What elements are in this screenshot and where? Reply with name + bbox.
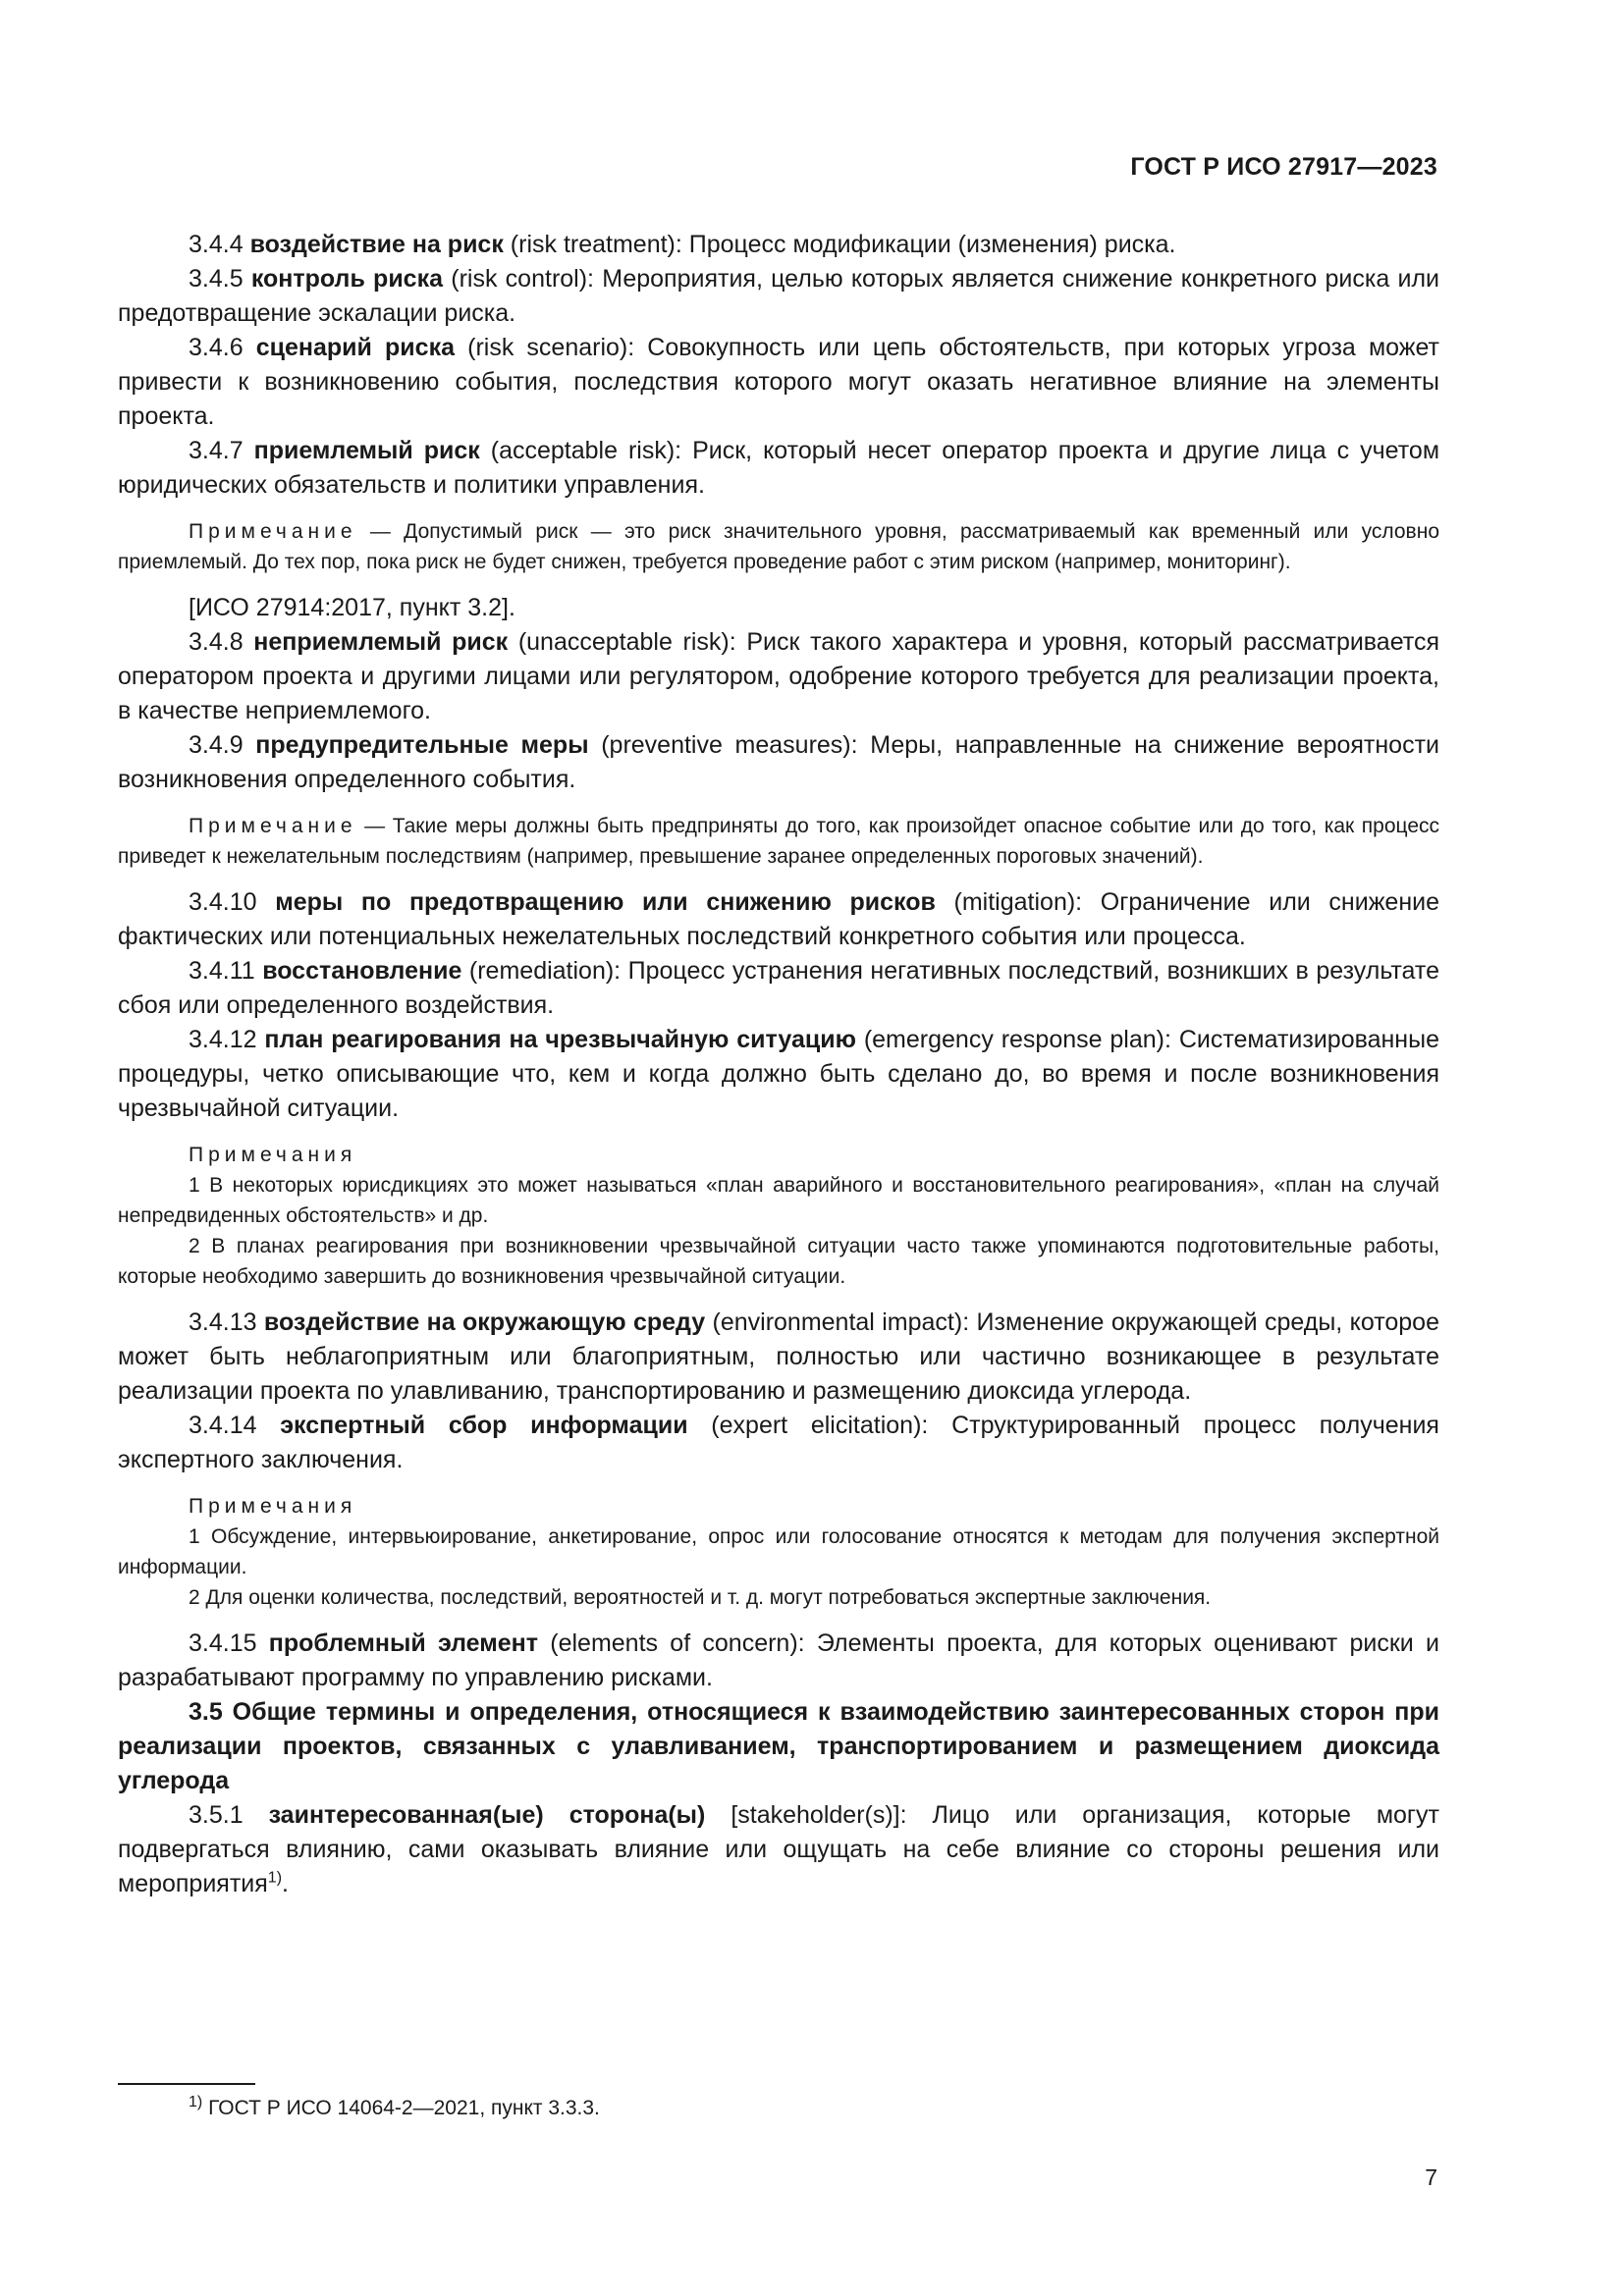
term-title: воздействие на риск bbox=[249, 231, 504, 258]
term-definition: (unacceptable risk): Риск такого характера и уровня, который рассматривается оператором проекта и другими лицами или регулятором, одобрение которого требуется для реализации проекта, в качестве неприемлемого. bbox=[118, 628, 1439, 724]
term-title: восстановление bbox=[262, 957, 462, 985]
term-3-5-1 bbox=[118, 1798, 1439, 1901]
term-title: сценарий риска bbox=[255, 334, 455, 361]
term-number: 3.4.7 bbox=[189, 437, 244, 464]
term-definition: (preventive measures): Меры, направленные на снижение вероятности возникновения определенного события. bbox=[118, 731, 1439, 793]
footnote-reference[interactable]: 1) bbox=[267, 1869, 283, 1887]
footnote-divider bbox=[118, 2083, 255, 2085]
term-definition-end: . bbox=[282, 1870, 289, 1897]
term-title: контроль риска bbox=[250, 265, 444, 293]
term-definition: (risk scenario): Совокупность или цепь обстоятельств, при которых угроза может привести к возникновению события, последствия которого могут оказать негативное влияние на элементы проекта. bbox=[118, 334, 1439, 430]
term-title: неприемлемый риск bbox=[253, 628, 509, 656]
term-title: приемлемый риск bbox=[253, 437, 480, 464]
footnote-mark: 1) bbox=[189, 2094, 203, 2110]
term-definition: [stakeholder(s)]: Лицо или организация, которые могут подвергаться влиянию, сами оказывать влияние или ощущать на себе влияние со стороны решения или мероприятия bbox=[118, 1801, 1439, 1897]
footnote bbox=[189, 2093, 600, 2123]
term-number: 3.4.11 bbox=[189, 957, 255, 985]
term-3-4-12 bbox=[118, 1023, 1439, 1126]
term-3-4-5 bbox=[118, 262, 1439, 331]
note-item: 2 Для оценки количества, последствий, вероятностей и т. д. могут потребоваться экспертные заключения. bbox=[189, 1586, 1212, 1609]
term-number: 3.5.1 bbox=[189, 1801, 244, 1829]
term-number: 3.4.12 bbox=[189, 1026, 257, 1053]
term-number: 3.4.13 bbox=[189, 1308, 257, 1336]
term-number: 3.4.5 bbox=[189, 265, 244, 293]
note-3-4-7 bbox=[118, 516, 1439, 577]
page-number: 7 bbox=[1425, 2164, 1437, 2190]
term-title: экспертный сбор информации bbox=[280, 1412, 688, 1439]
document-body bbox=[118, 228, 1439, 1901]
term-number: 3.4.4 bbox=[189, 231, 244, 258]
note-text: — Такие меры должны быть предприняты до того, как произойдет опасное событие или до того, как процесс приведет к нежелательным последствиям (например, превышение заранее определенных пороговых значений). bbox=[118, 815, 1439, 868]
notes-label: Примечания bbox=[189, 1495, 357, 1518]
note-item: 2 В планах реагирования при возникновении чрезвычайной ситуации часто также упоминаются подготовительные работы, которые необходимо завершить до возникновения чрезвычайной ситуации. bbox=[118, 1235, 1439, 1288]
notes-3-4-14 bbox=[118, 1491, 1439, 1613]
term-definition: (mitigation): Ограничение или снижение фактических или потенциальных нежелательных последствий конкретного события или процесса. bbox=[118, 888, 1439, 950]
notes-3-4-12 bbox=[118, 1140, 1439, 1292]
term-3-4-14 bbox=[118, 1409, 1439, 1477]
note-label: Примечание bbox=[189, 815, 357, 837]
term-definition: (risk treatment): Процесс модификации (изменения) риска. bbox=[503, 231, 1176, 258]
term-definition: (remediation): Процесс устранения негативных последствий, возникших в результате сбоя или определенного воздействия. bbox=[118, 957, 1439, 1019]
term-title: воздействие на окружающую среду bbox=[263, 1308, 706, 1336]
footnote-text: ГОСТ Р ИСО 14064-2—2021, пункт 3.3.3. bbox=[202, 2097, 600, 2119]
note-text: — Допустимый риск — это риск значительного уровня, рассматриваемый как временный или условно приемлемый. До тех пор, пока риск не будет снижен, требуется проведение работ с этим риском (например, мониторинг). bbox=[118, 520, 1439, 573]
term-number: 3.4.15 bbox=[189, 1629, 257, 1657]
term-3-4-11 bbox=[118, 954, 1439, 1023]
term-3-4-15 bbox=[118, 1627, 1439, 1695]
term-title: меры по предотвращению или снижению рисков bbox=[275, 888, 936, 916]
term-3-4-13 bbox=[118, 1306, 1439, 1409]
term-3-4-8 bbox=[118, 625, 1439, 728]
term-definition: (emergency response plan): Систематизированные процедуры, четко описывающие что, кем и когда должно быть сделано до, во время и после возникновения чрезвычайной ситуации. bbox=[118, 1026, 1439, 1122]
term-number: 3.4.14 bbox=[189, 1412, 257, 1439]
term-title: план реагирования на чрезвычайную ситуацию bbox=[264, 1026, 856, 1053]
term-definition: (expert elicitation): Структурированный процесс получения экспертного заключения. bbox=[118, 1412, 1439, 1473]
term-definition: (acceptable risk): Риск, который несет оператор проекта и другие лица с учетом юридических обязательств и политики управления. bbox=[118, 437, 1440, 499]
term-3-4-4 bbox=[118, 228, 1439, 262]
term-number: 3.4.10 bbox=[189, 888, 257, 916]
source-reference: [ИСО 27914:2017, пункт 3.2]. bbox=[189, 594, 515, 621]
term-3-4-10 bbox=[118, 885, 1439, 954]
term-number: 3.4.8 bbox=[189, 628, 244, 656]
term-3-4-7 bbox=[118, 434, 1439, 503]
term-definition: (elements of concern): Элементы проекта, для которых оценивают риски и разрабатывают программу по управлению рисками. bbox=[118, 1629, 1439, 1691]
term-title: проблемный элемент bbox=[268, 1629, 538, 1657]
note-label: Примечание bbox=[189, 520, 357, 543]
document-header: ГОСТ Р ИСО 27917—2023 bbox=[1130, 153, 1437, 181]
note-3-4-9 bbox=[118, 811, 1439, 872]
term-number: 3.4.9 bbox=[189, 731, 244, 759]
term-definition: (environmental impact): Изменение окружающей среды, которое может быть неблагоприятным или благоприятным, полностью или частично возникающее в результате реализации проекта по улавливанию, транспортированию и размещению диоксида углерода. bbox=[118, 1308, 1439, 1405]
term-title: заинтересованная(ые) сторона(ы) bbox=[268, 1801, 706, 1829]
term-3-4-6 bbox=[118, 331, 1439, 434]
term-number: 3.4.6 bbox=[189, 334, 244, 361]
term-title: предупредительные меры bbox=[255, 731, 589, 759]
section-heading-3-5: 3.5 Общие термины и определения, относящиеся к взаимодействию заинтересованных сторон при реализации проектов, связанных с улавливанием, транспортированием и размещением диоксида углерода bbox=[118, 1698, 1439, 1794]
term-definition: (risk control): Мероприятия, целью которых является снижение конкретного риска или предотвращение эскалации риска. bbox=[118, 265, 1439, 327]
term-3-4-9 bbox=[118, 728, 1439, 797]
notes-label: Примечания bbox=[189, 1144, 357, 1166]
note-item: 1 В некоторых юрисдикциях это может называться «план аварийного и восстановительного реагирования», «план на случай непредвиденных обстоятельств» и др. bbox=[118, 1174, 1439, 1227]
note-item: 1 Обсуждение, интервьюирование, анкетирование, опрос или голосование относятся к методам для получения экспертной информации. bbox=[118, 1525, 1439, 1578]
